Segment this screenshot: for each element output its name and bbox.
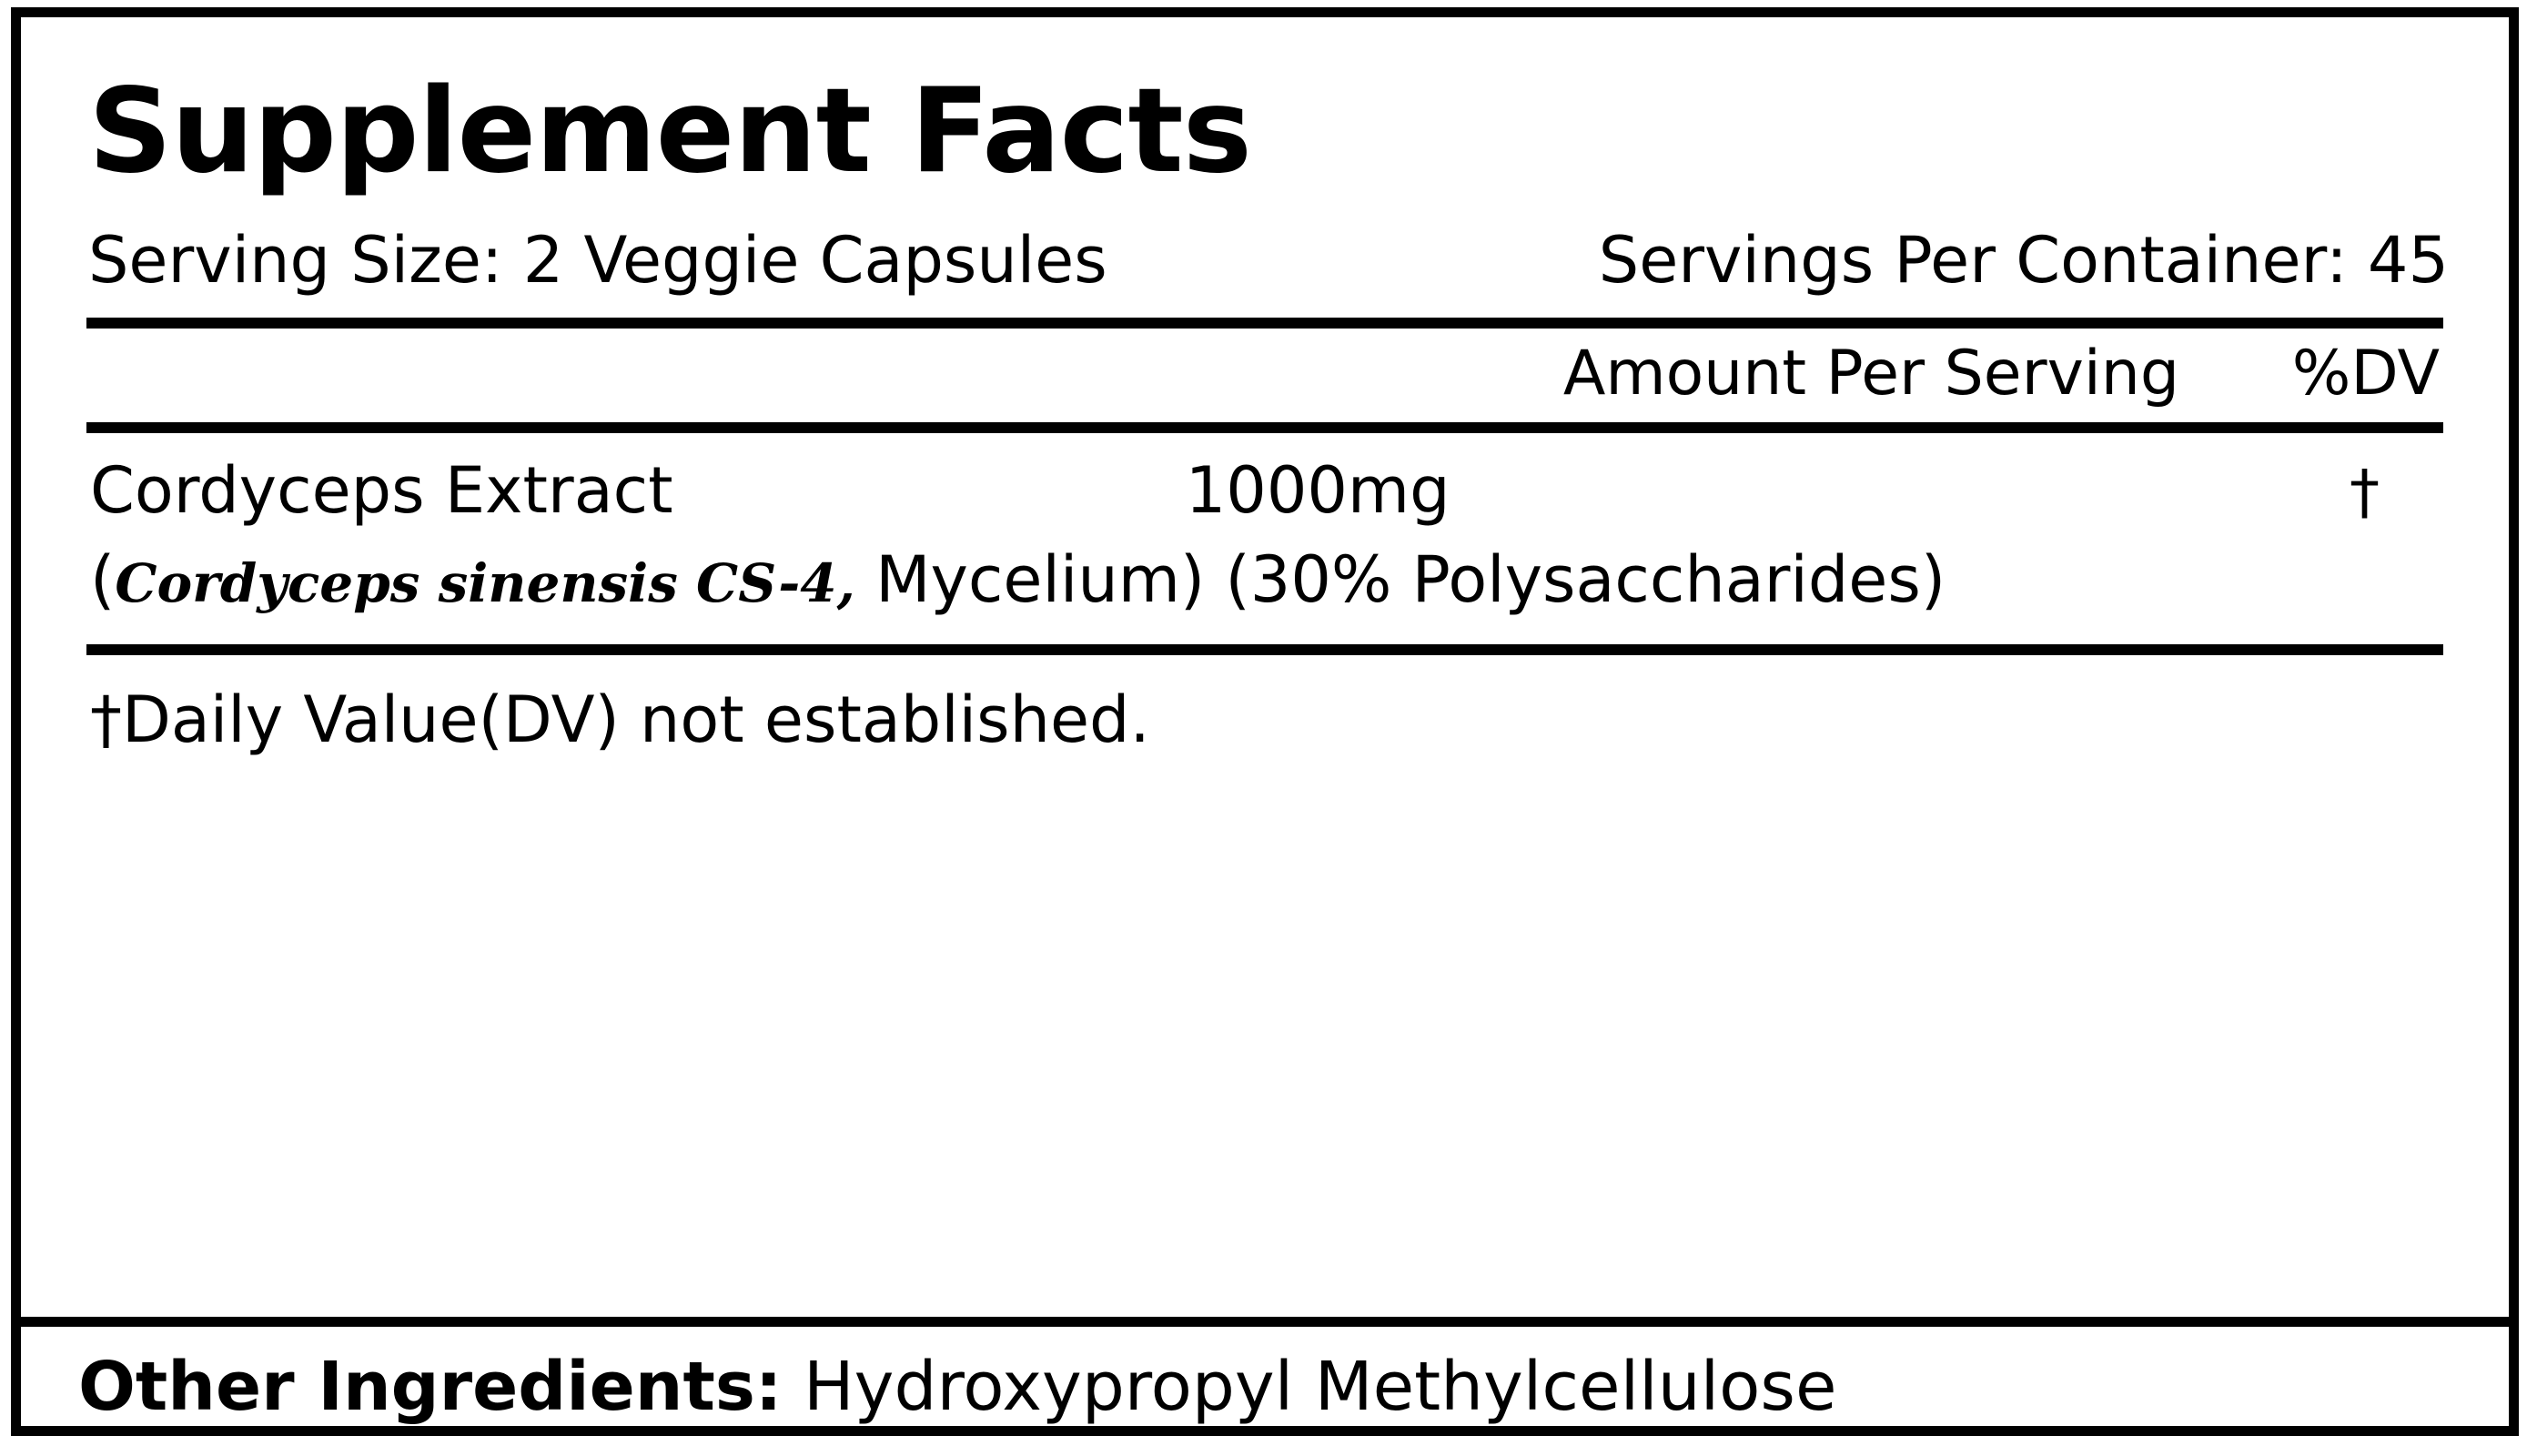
divider-top xyxy=(86,318,2443,329)
column-headers-row xyxy=(76,338,2440,410)
other-ingredients-value: Hydroxypropyl Methylcellulose xyxy=(804,1348,1837,1426)
divider-other-ingredients xyxy=(11,1317,2519,1327)
other-ingredients-label: Other Ingredients: xyxy=(78,1348,783,1426)
divider-under-headers xyxy=(86,422,2443,433)
nutrient-name: Cordyceps Extract xyxy=(90,453,673,528)
divider-bottom xyxy=(86,644,2443,655)
supplement-facts-body xyxy=(21,17,2509,1426)
nutrient-amount: 1000mg xyxy=(1185,453,1450,528)
nutrient-dv: † xyxy=(2350,457,2380,527)
serving-info-row xyxy=(88,223,2449,298)
other-ingredients-section xyxy=(11,1317,2519,1426)
amount-per-serving-header: Amount Per Serving xyxy=(1562,338,2179,410)
other-ingredients-line xyxy=(78,1348,2464,1426)
percent-dv-header: %DV xyxy=(2291,338,2440,410)
detail-suffix: Mycelium) (30% Polysaccharides) xyxy=(854,542,1946,617)
servings-per-container-text: Servings Per Container: 45 xyxy=(1598,223,2449,298)
page-title: Supplement Facts xyxy=(88,64,1251,199)
daily-value-footnote: †Daily Value(DV) not established. xyxy=(90,682,1150,757)
nutrient-source-detail xyxy=(90,542,2454,617)
detail-prefix: ( xyxy=(90,542,116,617)
supplement-facts-panel xyxy=(11,7,2519,1436)
latin-name: Cordyceps sinensis CS-4, xyxy=(115,552,855,614)
table-row xyxy=(90,453,2440,528)
serving-size-text: Serving Size: 2 Veggie Capsules xyxy=(88,223,1107,298)
